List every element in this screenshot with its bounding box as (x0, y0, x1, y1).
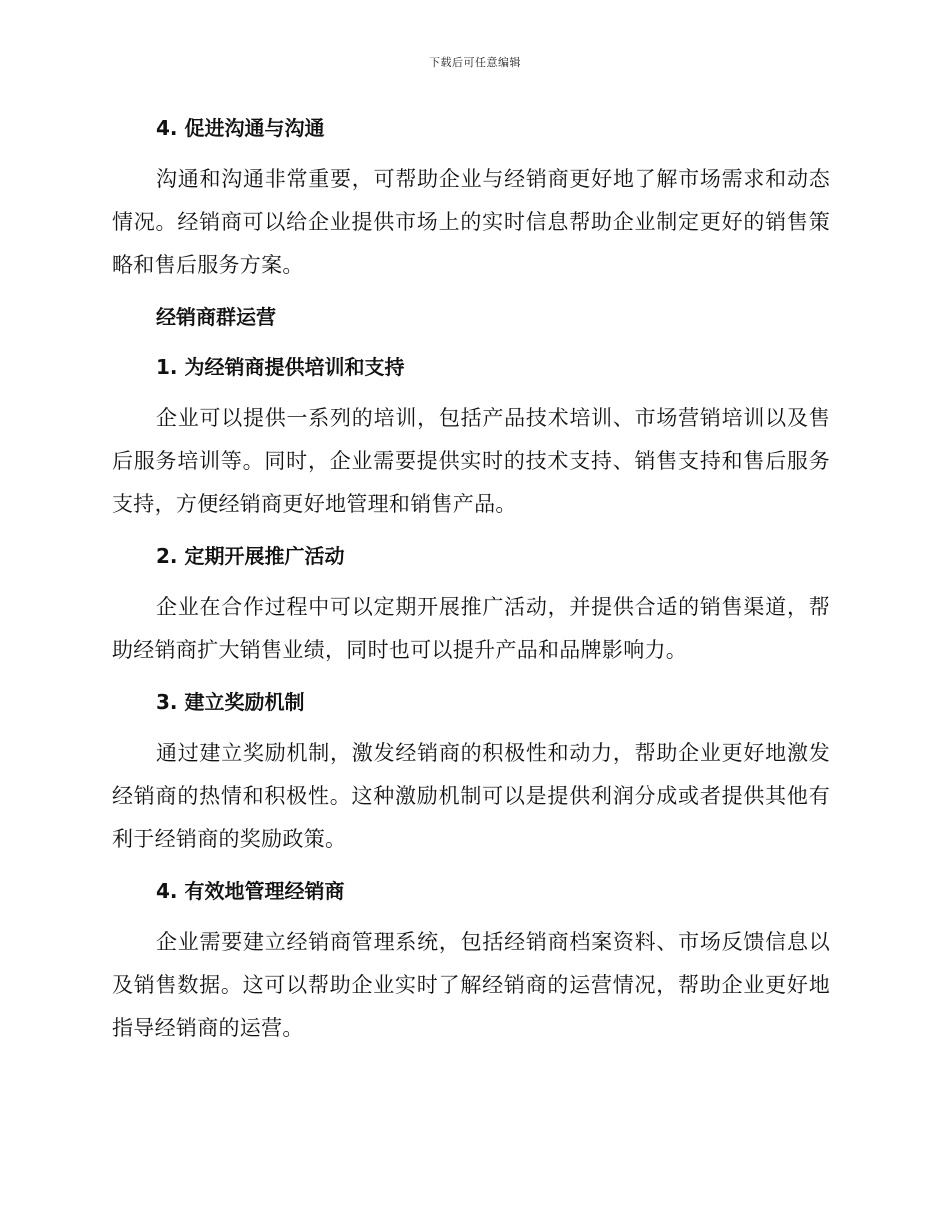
paragraph-communication: 沟通和沟通非常重要，可帮助企业与经销商更好地了解市场需求和动态情况。经销商可以给企业提供市场上的实时信息帮助企业制定更好的销售策略和售后服务方案。 (112, 167, 830, 277)
paragraph-promotion-activities: 企业在合作过程中可以定期开展推广活动，并提供合适的销售渠道，帮助经销商扩大销售业绩，同时也可以提升产品和品牌影响力。 (112, 595, 830, 662)
section-heading-promotion-activities: 2. 定期开展推广活动 (156, 544, 345, 568)
section-heading-training-support: 1. 为经销商提供培训和支持 (156, 355, 405, 379)
paragraph-training-support: 企业可以提供一系列的培训，包括产品技术培训、市场营销培训以及售后服务培训等。同时，企业需要提供实时的技术支持、销售支持和售后服务支持，方便经销商更好地管理和销售产品。 (112, 406, 830, 516)
page-header: 下载后可任意编辑 (429, 56, 521, 69)
paragraph-reward-mechanism: 通过建立奖励机制，激发经销商的积极性和动力，帮助企业更好地激发经销商的热情和积极性。这种激励机制可以是提供利润分成或者提供其他有利于经销商的奖励政策。 (112, 741, 830, 851)
document-body (112, 108, 830, 1060)
section-heading-promote-communication: 4. 促进沟通与沟通 (156, 116, 325, 140)
section-heading-reward-mechanism: 3. 建立奖励机制 (156, 690, 305, 714)
paragraph-manage-dealers: 企业需要建立经销商管理系统，包括经销商档案资料、市场反馈信息以及销售数据。这可以帮助企业实时了解经销商的运营情况，帮助企业更好地指导经销商的运营。 (112, 930, 830, 1040)
section-heading-manage-dealers: 4. 有效地管理经销商 (156, 879, 345, 903)
section-heading-dealer-group-operation: 经销商群运营 (156, 305, 276, 329)
